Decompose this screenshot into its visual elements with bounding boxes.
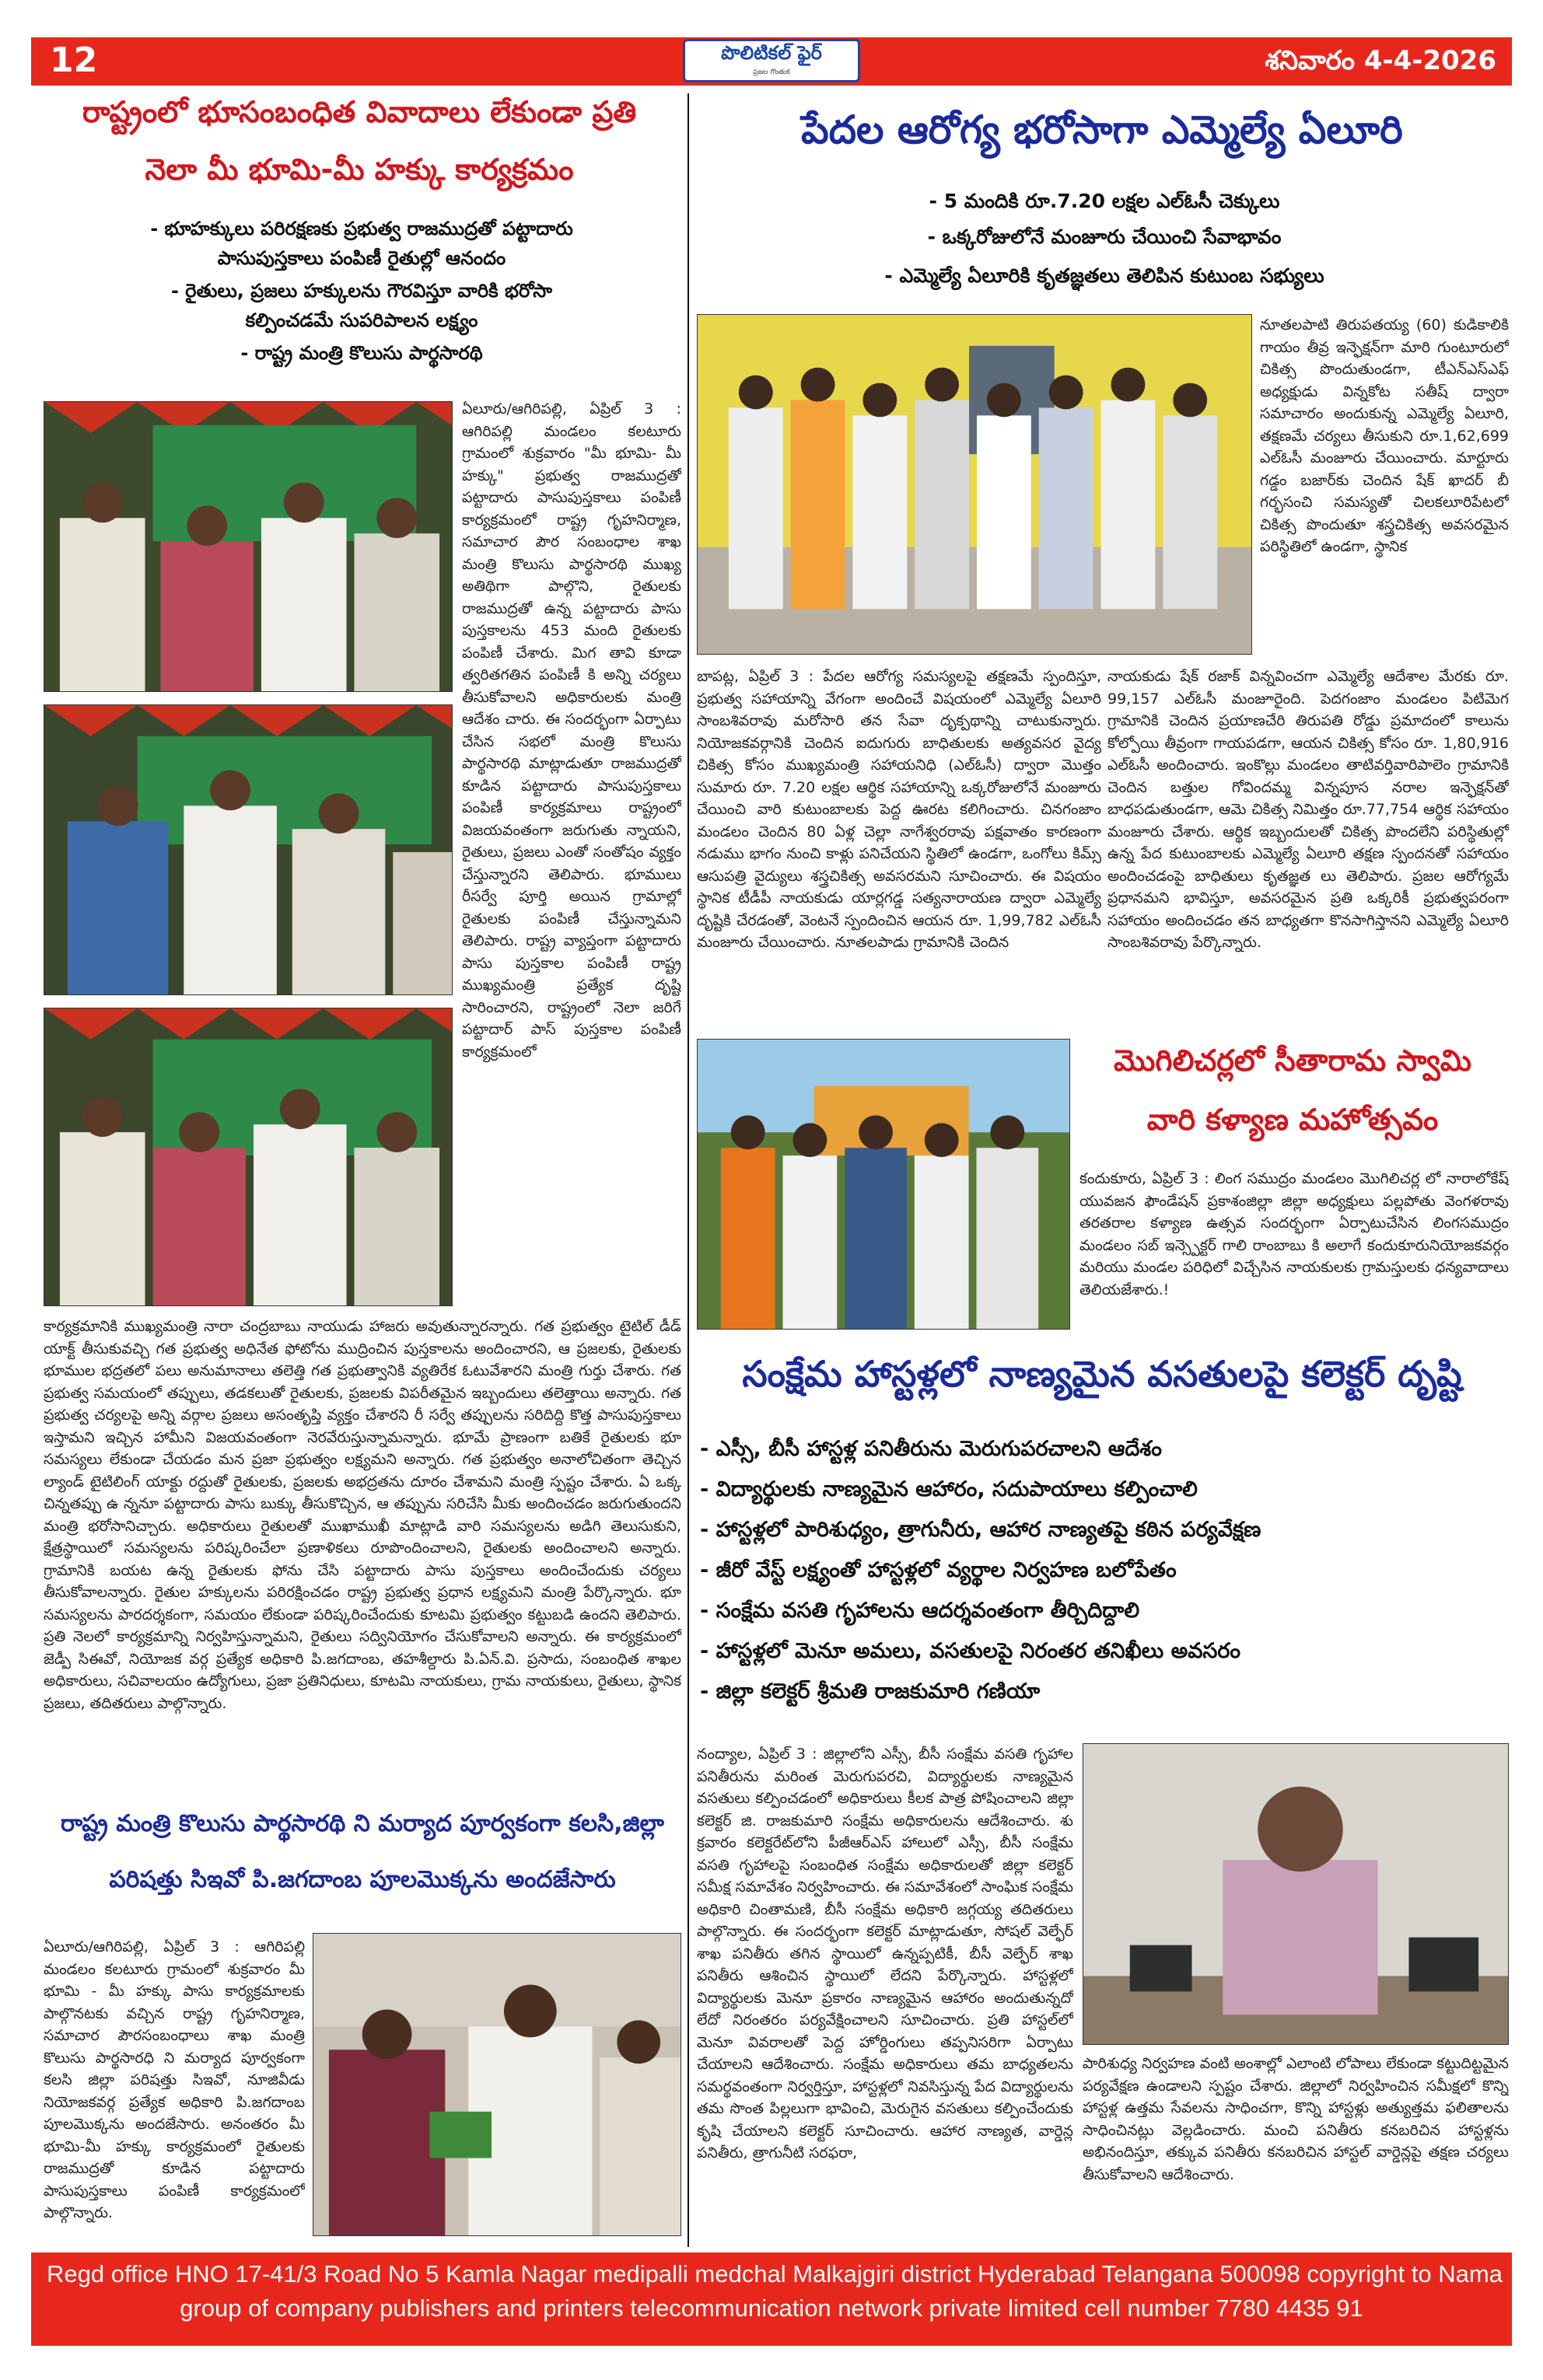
land-sub-5: - రాష్ట్ర మంత్రి కొలుసు పార్థసారథి	[240, 342, 483, 364]
hostels-bullet: - విద్యార్థులకు నాణ్యమైన ఆహారం, సదుపాయాలు కల్పించాలి	[700, 1477, 1198, 1501]
hostels-bullet: - జిల్లా కలెక్టర్ శ్రీమతి రాజకుమారి గణియా	[700, 1679, 1041, 1704]
mla-sub-3: - ఎమ్మెల్యే ఏలూరికి కృతజ్ఞతలు తెలిపిన కుటుంబ సభ్యులు	[884, 264, 1324, 287]
footer-line-1: Regd office HNO 17-41/3 Road No 5 Kamla Nagar medipalli medchal Malkajgiri district Hyderabad Telangana 500098 copyright to Nama	[47, 2260, 1503, 2287]
issue-date: శనివారం 4-4-2026	[1265, 45, 1496, 76]
minister-headline-2: పరిషత్తు సిఇవో పి.జగదాంబ పూలమొక్కను అందజేసారు	[109, 1866, 616, 1893]
hostels-bullet: - ఎస్సీ, బీసీ హాస్టళ్ల పనితీరును మెరుగుపరచాలని ఆదేశం	[700, 1437, 1162, 1461]
logo-tagline: ప్రజల గొంతుక	[753, 68, 790, 76]
hostels-body: నంద్యాల, ఏప్రిల్ 3 : జిల్లాలోని ఎస్సీ, బీసీ సంక్షేమ వసతి గృహాల పనితీరును మరింత మెరుగుపరచి, విద్యార్థులకు నాణ్యమైన వసతులు కల్పించడంలో అధికారులు కీలక పాత్ర పోషించాలని జిల్లా కలెక్టర్ జి. రాజకుమారి సంక్షేమ అధికారులను ఆదేశించారు. శు క్రవారం కలెక్టరేట్‌లోని పీజీఆర్ఎస్ హాలులో ఎస్సీ, బీసీ సంక్షేమ వసతి గృహాలపై సంబంధిత సంక్షేమ అధికారులతో జిల్లా కలెక్టర్ సమీక్ష సమావేశం నిర్వహించారు. ఈ సమావేశంలో సాంఘిక సంక్షేమ అధికారి చింతామణి, బీసీ సంక్షేమ అధికారి జగ్గయ్య తదితరులు పాల్గొన్నారు. ఈ సందర్భంగా కలెక్టర్ మాట్లాడుతూ, సోషల్ వెల్ఫేర్ శాఖ పనితీరు తగిన స్థాయిలో ఉన్నప్పటికీ, బీసీ వెల్ఫేర్ శాఖ పనితీరు ఆశించిన స్థాయిలో లేదని పేర్కొన్నారు. హాస్టళ్లలో విద్యార్థులకు మెనూ ప్రకారం నాణ్యమైన ఆహారం అందుతున్నదో లేదో నిరంతరం పర్యవేక్షించాలని సూచించారు. ప్రతి హాస్టల్‌లో మెనూ వివరాలతో పెద్ద హోర్డింగులు తప్పనిసరిగా ఏర్పాటు చేయాలని ఆదేశించారు. సంక్షేమ అధికారులు తమ బాధ్యతలను సమర్థవంతంగా నిర్వర్తిస్తూ, హాస్టళ్లలో నివసిస్తున్న పేద విద్యార్థులను తమ సొంత పిల్లలుగా భావించి, మెరుగైన వసతులు కల్పించేందుకు కృషి చేయాలని కలెక్టర్ సూచించారు. ఆహార నాణ్యత, వార్డెన్ల పనితీరు, త్రాగునీటి సరఫరా,	[697, 1746, 1073, 2162]
land-photo-1	[44, 401, 453, 692]
mla-right-wide-text: నాయకుడు షేక్ రజాక్ విన్నవించగా ఎమ్మెల్యే ఆదేశాల మేరకు రూ. 99,157 ఎల్ఓసీ మంజూరైంది. పెదగంజాం మండలం పిటిమెగ గ్రామానికి చెందిన ప్రయాణచేరి తిరుపతి రోడ్డు ప్రమాదంలో కాలును కోల్పోయి తీవ్రంగా గాయపడగా, ఆయన చికిత్స కోసం రూ. 1,80,916 ఎల్ఓసీ అందించారు. ఇంకొల్లు మండలం తాటివర్తివారిపాలెం గ్రామానికి చెందిన బత్తుల గోవిందమ్మ విన్నపూస నరాల ఇన్ఫెక్షన్‌తో బాధపడుతుండగా, ఆమె చికిత్స నిమిత్తం రూ.77,754 ఆర్థిక సహాయం మంజూరు చేశారు. ఆర్థిక ఇబ్బందులతో చికిత్స పొందలేని పరిస్థితుల్లో ఉన్న పేద కుటుంబాలకు ఎమ్మెల్యే ఏలూరి తక్షణ స్పందనతో సహాయం అందించడంపై బాధితులు కృతజ్ఞత లు తెలిపారు. ప్రజల ఆరోగ్యమే ప్రధానమని భావిస్తూ, అవసరమైన ప్రతి ఒక్కరికీ ప్రభుత్వపరంగా సహాయం అందించడం తన బాధ్యతగా కొనసాగిస్తానని ఎమ్మెల్యే ఏలూరి సాంబశివరావు పేర్కొన్నారు.	[1107, 668, 1509, 951]
mla-sub-1: - 5 మందికి రూ.7.20 లక్షల ఎల్ఓసీ చెక్కులు	[929, 190, 1280, 212]
footer-imprint	[47, 2257, 1503, 2326]
land-photo-2	[44, 704, 453, 995]
footer-line-2: group of company publishers and printers telecommunication network private limited cell number 7780 4435 91	[180, 2294, 1363, 2322]
land-headline-2: నెలా మీ భూమి-మీ హక్కు కార్యక్రమం	[145, 152, 574, 187]
minister-body: ఏలూరు/ఆగిరిపల్లి, ఏప్రిల్ 3 : ఆగిరిపల్లి మండలం కలటూరు గ్రామంలో శుక్రవారం మీ భూమి - మీ హక్కు పాసు కార్యక్రమాలకు పాల్గొనటకు వచ్చిన రాష్ట్ర గృహనిర్మాణ, సమాచార పౌరసంబంధాలు శాఖ మంత్రి కొలుసు పార్థసారధి ని మర్యాద పూర్వకంగా కలసి జిల్లా పరిషత్తు సిఇవో, నూజివీడు నియోజకవర్గ ప్రత్యేక అధికారి పి.జగదాంబ పూలమొక్కను అందజేసారు. అనంతరం మీ భూమి-మీ హక్కు కార్యక్రమంలో రైతులకు రాజముద్రతో కూడిన పట్టాదారు పాసుపుస్తకాలు పంపిణీ కార్యక్రమంలో పాల్గొన్నారు.	[44, 1938, 305, 2221]
hostels-bullet-list	[700, 1437, 1509, 1720]
land-sub-2: పాసుపుస్తకాలు పంపిణీ రైతుల్లో ఆనందం	[217, 247, 506, 269]
hostels-bullet: - సంక్షేమ వసతి గృహాలను ఆదర్శవంతంగా తీర్చిదిద్దాలి	[700, 1599, 1140, 1623]
hostels-headline: సంక్షేమ హాస్టళ్లలో నాణ్యమైన వసతులపై కలెక్టర్ దృష్టి	[742, 1353, 1462, 1395]
land-column-text: ఏలూరు/ఆగిరిపల్లి, ఏప్రిల్ 3 : ఆగిరిపల్లి మండలం కలటూరు గ్రామంలో శుక్రవారం "మీ భూమి- మీ హక్కు" ప్రభుత్వ రాజముద్రతో పట్టాదారు పాసుపుస్తకాలు పంపిణీ కార్యక్రమంలో రాష్ట్ర గృహనిర్మాణ, సమాచార పౌర సంబంధాల శాఖ మంత్రి కొలుసు పార్థసారథి ముఖ్య అతిథిగా పాల్గొని, రైతులకు రాజముద్రతో ఉన్న పట్టాదారు పాసు పుస్తకాలను 453 మంది రైతులకు పంపిణీ చేశారు. మిగ తావి కూడా త్వరితగతిన పంపిణీ కి అన్ని చర్యలు తీసుకోవాలని అధికారులకు మంత్రి ఆదేశం చారు. ఈ సందర్భంగా ఏర్పాటు చేసిన సభలో మంత్రి కొలుసు పార్థసారథి మాట్లాడుతూ రాజముద్రతో కూడిన పట్టాదారు పాసుపుస్తకాలు పంపిణీ కార్యక్రమాలు రాష్ట్రంలో విజయవంతంగా జరుగుతు న్నాయని, రైతులు, ప్రజలు ఎంతో సంతోషం వ్యక్తం చేస్తున్నారని తెలిపారు. భూములు రీసర్వే పూర్తి అయిన గ్రామాల్లో రైతులకు పంపిణీ చేస్తున్నామని తెలిపారు. రాష్ట్ర వ్యాప్తంగా పట్టాదారు పాసు పుస్తకాల పంపిణీ రాష్ట్ర ముఖ్యమంత్రి ప్రత్యేక దృష్టి సారించారని, రాష్ట్రంలో నెలా జరిగే పట్టాదార్ పాస్ పుస్తకాల పంపిణీ కార్యక్రమంలో	[462, 400, 681, 1061]
page-number: 12	[50, 40, 98, 80]
mla-sub-2: - ఒక్కరోజులోనే మంజూరు చేయించి సేవాభావం	[927, 225, 1282, 248]
temple-headline-1: మొగిలిచర్లలో సీతారామ స్వామి	[1114, 1043, 1471, 1078]
land-photo-3	[44, 1008, 453, 1306]
hostels-bullet: - జీరో వేస్ట్ లక్ష్యంతో హాస్టళ్లలో వ్యర్థాల నిర్వహణ బలోపేతం	[700, 1558, 1177, 1582]
mla-headline: పేదల ఆరోగ్య భరోసాగా ఎమ్మెల్యే ఏలూరి	[801, 107, 1403, 152]
minister-photo	[313, 1933, 681, 2236]
land-sub-3: - రైతులు, ప్రజలు హక్కులను గౌరవిస్తూ వారికి భరోసా	[170, 280, 553, 302]
land-sub-1: - భూహక్కులు పరిరక్షణకు ప్రభుత్వ రాజముద్రతో పట్టాదారు	[150, 218, 573, 239]
column-divider	[688, 93, 689, 2247]
land-sub-4: కల్పించడమే సుపరిపాలన లక్ష్యం	[245, 309, 478, 331]
hostels-bullet: - హాస్టళ్లలో మెనూ అమలు, వసతులపై నిరంతర తనిఖీలు అవసరం	[700, 1639, 1241, 1663]
logo-title: పొలిటికల్ ఫైర్	[721, 42, 822, 64]
land-headline-1: రాష్ట్రంలో భూసంబంధిత వివాదాలు లేకుండా ప్రతి	[82, 95, 637, 129]
temple-headline-2: వారి కళ్యాణ మహోత్సవం	[1146, 1103, 1439, 1137]
hostels-bullet: - హాస్టళ్లలో పారిశుధ్యం, త్రాగునీరు, ఆహార నాణ్యతపై కఠిన పర్యవేక్షణ	[700, 1518, 1261, 1542]
mla-photo	[697, 314, 1252, 655]
land-wide-text: కార్యక్రమానికి ముఖ్యమంత్రి నారా చంద్రబాబు నాయుడు హాజరు అవుతున్నారన్నారు. గత ప్రభుత్వం టైటిల్ డీడ్ యాక్ట్ తీసుకువచ్చి గత ప్రభుత్వ అధినేత ఫోటోను ముద్రించిన పుస్తకాలను అందించారని, ఆ ప్రజలకు, రైతులకు భూముల భద్రతలో పలు అనుమానాలు తలెత్తి గత ప్రభుత్వానికి వ్యతిరేక ఓటువేశారని మంత్రి గుర్తు చేశారు. గత ప్రభుత్వ సమయంలో తప్పులు, తడకలుతో రైతులకు, ప్రజలకు విపరీతమైన ఇబ్బందులు తలెత్తాయి అన్నారు. గత ప్రభుత్వ చర్యలపై అన్ని వర్గాల ప్రజలు అసంతృప్తి వ్యక్తం చేశారని రీ సర్వే తప్పులను సరిదిద్ది కొత్త పాసుపుస్తకాలు ఇస్తామని ఇచ్చిన హామీని విజయవంతంగా నెరవేరుస్తున్నామన్నారు. భూమే ప్రాణంగా బతికే రైతులకు భూ సమస్యలు లేకుండా చేయడం మన ప్రజా ప్రభుత్వం లక్ష్యమని అన్నారు. గత ప్రభుత్వం అనాలోచితంగా తెచ్చిన ల్యాండ్ టైటిలింగ్ యాక్టు రద్దుతో రైతులకు, ప్రజలకు అభద్రతను దూరం చేశామని మంత్రి స్పష్టం చేశారు. ఏ ఒక్క చిన్నతప్పు ఉ న్ననూ పట్టాదారు పాసు బుక్కు తీసుకొచ్చిన, ఆ తప్పును సరిచేసి మీకు అందించడం జరుగుతుందని మంత్రి భరోసానిచ్చారు. అధికారులు రైతులతో ముఖాముఖీ మాట్లాడి వారి సమస్యలను అడిగి తెలుసుకుని, క్షేత్రస్థాయిలో సమస్యలను పరిష్కరించేలా ప్రణాళికలు రూపొందించాలని, రైతులకు అందించాలని అన్నారు. గ్రామానికి బయట ఉన్న రైతులకు ఫోను చేసి పట్టాదారు పాసు పుస్తకాలు అందించేందుకు చర్యలు తీసుకోవాలన్నారు. రైతుల హక్కులను పరిరక్షించడం రాష్ట్ర ప్రభుత్వ ప్రధాన లక్ష్యమని మంత్రి పేర్కొన్నారు. భూ సమస్యలను పారదర్శకంగా, సమయం లేకుండా పరిష్కరించేందుకు కూటమి ప్రభుత్వం కట్టుబడి ఉందని తెలిపారు. ప్రతి నెలలో కార్యక్రమాన్ని నిర్వహిస్తున్నామని, రైతులు సద్వినియోగం చేసుకోవాలని అన్నారు. ఈ కార్యక్రమంలో జెడ్పీ సిఈవో, నియోజక వర్గ ప్రత్యేక అధికారి పి.జగదాంబ, తహశీల్దారు పి.ఏన్.వి. ప్రసాదు, సంబంధిత శాఖల అధికారులు, సచివాలయం ఉద్యోగులు, ప్రజా ప్రతినిధులు, కూటమి నాయకులు, గ్రామ నాయకులు, రైతులు, స్థానిక ప్రజలు, తదితరులు పాల్గొన్నారు.	[44, 1318, 681, 1712]
hostels-right-text: పారిశుధ్య నిర్వహణ వంటి అంశాల్లో ఎలాంటి లోపాలు లేకుండా కట్టుదిట్టమైన పర్యవేక్షణ ఉండాలని స్పష్టం చేశారు. జిల్లాలో నిర్వహించిన సమీక్షలో కొన్ని హాస్టళ్ల ఉత్తమ సేవలను సాధించగా, కొన్ని హాస్టళ్లు అత్యుత్తమ ఫలితాలను సాధించినట్లు వెల్లడించారు. మంచి పనితీరు కనబరిచిన హాస్టళ్లను అభినందిస్తూ, తక్కువ పనితీరు కనబరిచిన హాస్టల్ వార్డెన్లపై తక్షణ చర్యలు తీసుకోవాలని ఆదేశించారు.	[1083, 2055, 1509, 2183]
mla-right-text: నూతలపాటి తిరుపతయ్య (60) కుడికాలికి గాయం తీవ్ర ఇన్ఫెక్షన్‌గా మారి గుంటూరులో చికిత్స పొందుతుండగా, టీఎన్ఎస్ఎఫ్ అధ్యక్షుడు విన్నకోట సతీష్ ద్వారా సమాచారం అందుకున్న ఎమ్మెల్యే ఏలూరి, తక్షణమే చర్యలు తీసుకుని రూ.1,62,699 ఎల్ఓసీ మంజూరు చేయించారు. మార్టూరు గడ్డం బజార్‌కు చెందిన షేక్ ఖాదర్ బీ గర్భసంచి సమస్యతో చిలకలూరిపేటలో చికిత్స పొందుతూ శస్త్రచికిత్స అవసరమైన పరిస్థితిలో ఉండగా, స్థానిక	[1260, 316, 1509, 555]
mla-wide-text: బాపట్ల, ఏప్రిల్ 3 : పేదల ఆరోగ్య సమస్యలపై తక్షణమే స్పందిస్తూ, ప్రభుత్వ సహాయాన్ని వేగంగా అందించే విషయంలో ఎమ్మెల్యే ఏలూరి సాంబశివరావు మరోసారి తన సేవా దృక్పథాన్ని చాటుకున్నారు. నియోజకవర్గానికి చెందిన ఐదుగురు బాధితులకు అత్యవసర వైద్య చికిత్స కోసం ముఖ్యమంత్రి సహాయనిధి (ఎల్ఓసీ) ద్వారా మొత్తం సుమారు రూ. 7.20 లక్షల ఆర్థిక సహాయాన్ని ఒక్కరోజులోనే మంజూరు చేయించి వారి కుటుంబాలకు పెద్ద ఊరట కలిగించారు. చినగంజాం మండలం చెందిన 80 ఏళ్ల చెల్లా నాగేశ్వరరావు పక్షవాతం కారణంగా నడుము భాగం నుంచి కాళ్లు పనిచేయని స్థితిలో ఉండగా, ఒంగోలు కిమ్స్ ఆసుపత్రి వైద్యులు శస్త్రచికిత్స అవసరమని సూచించారు. ఈ విషయం స్థానిక టీడీపీ నాయకుడు యార్లగడ్డ సత్యనారాయణ ద్వారా ఎమ్మెల్యే దృష్టికి చేరడంతో, వెంటనే స్పందించిన ఆయన రూ. 1,99,782 ఎల్ఓసీ మంజూరు చేయించారు. నూతలపాడు గ్రామానికి చెందిన	[697, 668, 1101, 951]
collector-photo	[1083, 1743, 1509, 2045]
temple-photo	[697, 1039, 1070, 1330]
minister-headline-1: రాష్ట్ర మంత్రి కొలుసు పార్థసారథి ని మర్యాద పూర్వకంగా కలసి,జిల్లా	[61, 1810, 664, 1837]
temple-body: కందుకూరు, ఏప్రిల్ 3 : లింగ సముద్రం మండలం మొగిలిచర్ల లో నారాలోకేష్ యువజన ఫౌండేషన్ ప్రకాశంజిల్లా జిల్లా అధ్యక్షులు పల్లపోతు వెంగళరావు తరతరాల కళ్యాణ ఉత్సవ సందర్భంగా ఏర్పాటుచేసిన లింగసముద్రం మండలం సబ్ ఇన్స్పెక్టర్ గాలి రాంబాబు కి అలాగే కందుకూరునియోజకవర్గం మరియు మండల పరిధిలో విచ్చేసిన నాయకులకు గ్రామస్తులకు ధన్యవాదాలు తెలియజేశారు.!	[1079, 1170, 1509, 1298]
